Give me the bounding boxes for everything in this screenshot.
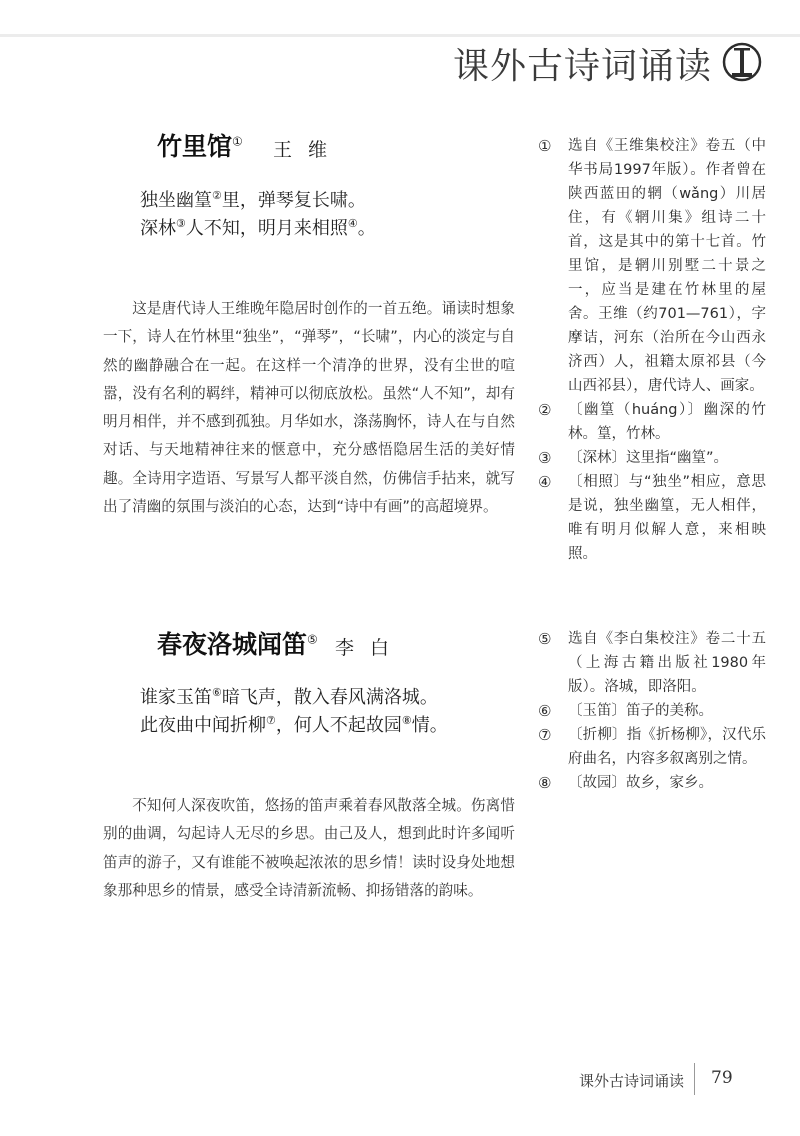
- footer-section-title: 课外古诗词诵读: [579, 1072, 685, 1090]
- page-number: 79: [711, 1068, 733, 1088]
- poem-verse-line: 此夜曲中闻折柳⑦，何人不起故园⑧情。: [140, 714, 448, 736]
- footnote: ④ 〔相照〕与“独坐”相应，意思是说，独坐幽篁，无人相伴，唯有明月似解人意，来相映照。: [538, 473, 766, 562]
- poem-author: 王维: [273, 139, 344, 161]
- footnote: ⑥ 〔玉笛〕笛子的美称。: [538, 702, 713, 720]
- footnote: ⑧ 〔故园〕故乡，家乡。: [538, 774, 713, 792]
- footnotes-list: [538, 627, 766, 795]
- footnotes-list: [538, 134, 766, 566]
- footer-divider: [694, 1063, 695, 1095]
- poem-title: 春夜洛城闻笛⑤: [157, 630, 318, 659]
- poem-commentary: 不知何人深夜吹笛，悠扬的笛声乘着春风散落全城。伤离惜别的曲调，勾起诗人无尽的乡思。由己及人，想到此时许多闻听笛声的游子，又有谁能不被唤起浓浓的思乡情！读时设身处地想象那种思乡的情景，感受全诗清新流畅、抑扬错落的韵味。: [103, 797, 515, 899]
- header-rule: [0, 34, 800, 37]
- page-header-title: 课外古诗词诵读: [452, 46, 712, 87]
- footnote: ① 选自《王维集校注》卷五（中华书局1997年版）。作者曾在陕西蓝田的辋（wǎng）川居住，有《辋川集》组诗二十首，这是其中的第十七首。竹里馆，是辋川别墅二十景之一，应当是建在竹林里的屋舍。王维（约701—761），字摩诘，河东（治所在今山西永济西）人，祖籍太原祁县（今山西祁县），唐代诗人、画家。: [538, 137, 766, 394]
- poem-title: 竹里馆①: [157, 132, 243, 161]
- footnote: ⑦ 〔折柳〕指《折杨柳》，汉代乐府曲名，内容多叙离别之情。: [538, 726, 766, 767]
- poem-verse-line: 谁家玉笛⑥暗飞声，散入春风满洛城。: [140, 686, 438, 708]
- roman-numeral-badge-icon: [722, 42, 762, 82]
- footnote: ② 〔幽篁（huáng）〕幽深的竹林。篁，竹林。: [538, 401, 766, 442]
- poem-verse-line: 独坐幽篁②里，弹琴复长啸。: [140, 189, 366, 211]
- poem-commentary: 这是唐代诗人王维晚年隐居时创作的一首五绝。诵读时想象一下，诗人在竹林里“独坐”，“弹琴”，“长啸”，内心的淡定与自然的幽静融合在一起。在这样一个清净的世界，没有尘世的喧嚣，没有名利的羁绊，精神可以彻底放松。虽然“人不知”，却有明月相伴，并不感到孤独。月华如水，涤荡胸怀，诗人在与自然对话、与天地精神往来的惬意中，充分感悟隐居生活的美好情趣。全诗用字造语、写景写人都平淡自然，仿佛信手拈来，就写出了清幽的氛围与淡泊的心态，达到“诗中有画”的高超境界。: [103, 300, 515, 516]
- poem-verse-line: 深林③人不知，明月来相照④。: [140, 217, 376, 239]
- poem-author: 李白: [335, 637, 406, 659]
- footnote: ③ 〔深林〕这里指“幽篁”。: [538, 449, 729, 467]
- footnote: ⑤ 选自《李白集校注》卷二十五（上海古籍出版社1980年版）。洛城，即洛阳。: [538, 630, 766, 695]
